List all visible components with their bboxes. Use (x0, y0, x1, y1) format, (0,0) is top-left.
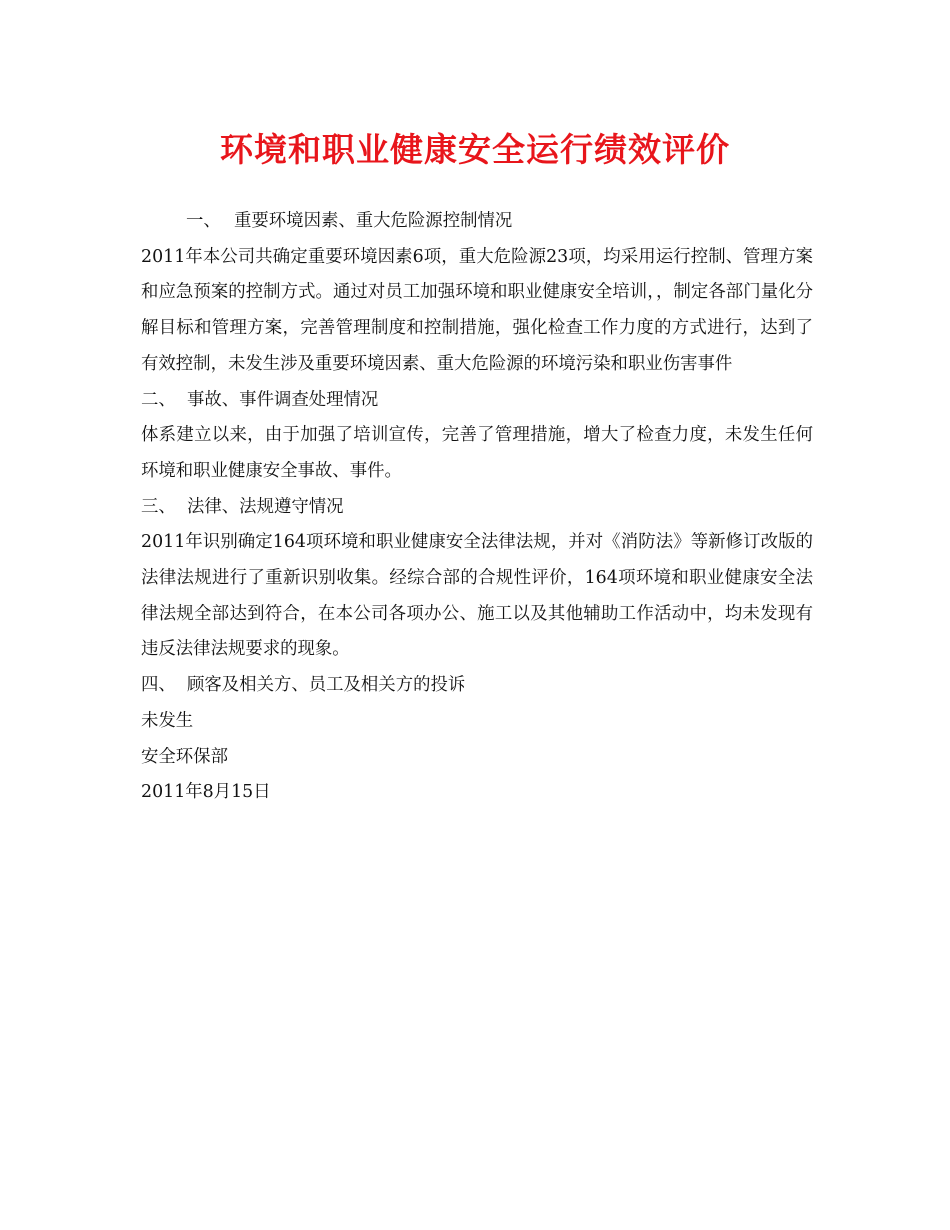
section-2-heading (141, 383, 813, 419)
section-3-title: 法律、法规遵守情况 (187, 496, 344, 517)
section-3-number: 三、 (141, 496, 176, 517)
section-2-body: 体系建立以来，由于加强了培训宣传，完善了管理措施，增大了检查力度，未发生任何环境和职业健康安全事故、事件。 (141, 425, 813, 481)
section-1-heading (141, 204, 813, 240)
section-2-title: 事故、事件调查处理情况 (187, 389, 379, 410)
section-1-title: 重要环境因素、重大危险源控制情况 (234, 211, 513, 231)
signature-date: 2011年8月15日 (141, 782, 271, 803)
section-1-body: 2011年本公司共确定重要环境因素6项，重大危险源23项，均采用运行控制、管理方案和应急预案的控制方式。通过对员工加强环境和职业健康安全培训，，制定各部门量化分解目标和管理方案，完善管理制度和控制措施，强化检查工作力度的方式进行，达到了有效控制，未发生涉及重要环境因素、重大危险源的环境污染和职业伤害事件 (141, 246, 813, 374)
document-title: 环境和职业健康安全运行绩效评价 (220, 130, 730, 169)
document-body (141, 204, 813, 811)
section-4-number: 四、 (141, 675, 176, 696)
signature-department: 安全环保部 (141, 746, 228, 767)
section-3-heading (141, 490, 813, 526)
section-1-number: 一、 (186, 211, 221, 231)
section-3-body: 2011年识别确定164项环境和职业健康安全法律法规，并对《消防法》等新修订改版的法律法规进行了重新识别收集。经综合部的合规性评价，164项环境和职业健康安全法律法规全部达到符合，在本公司各项办公、施工以及其他辅助工作活动中，均未发现有违反法律法规要求的现象。 (141, 532, 813, 660)
section-4-body: 未发生 (141, 710, 194, 731)
section-4-heading (141, 668, 813, 704)
section-2-number: 二、 (141, 389, 176, 410)
section-4-title: 顾客及相关方、员工及相关方的投诉 (187, 675, 466, 696)
